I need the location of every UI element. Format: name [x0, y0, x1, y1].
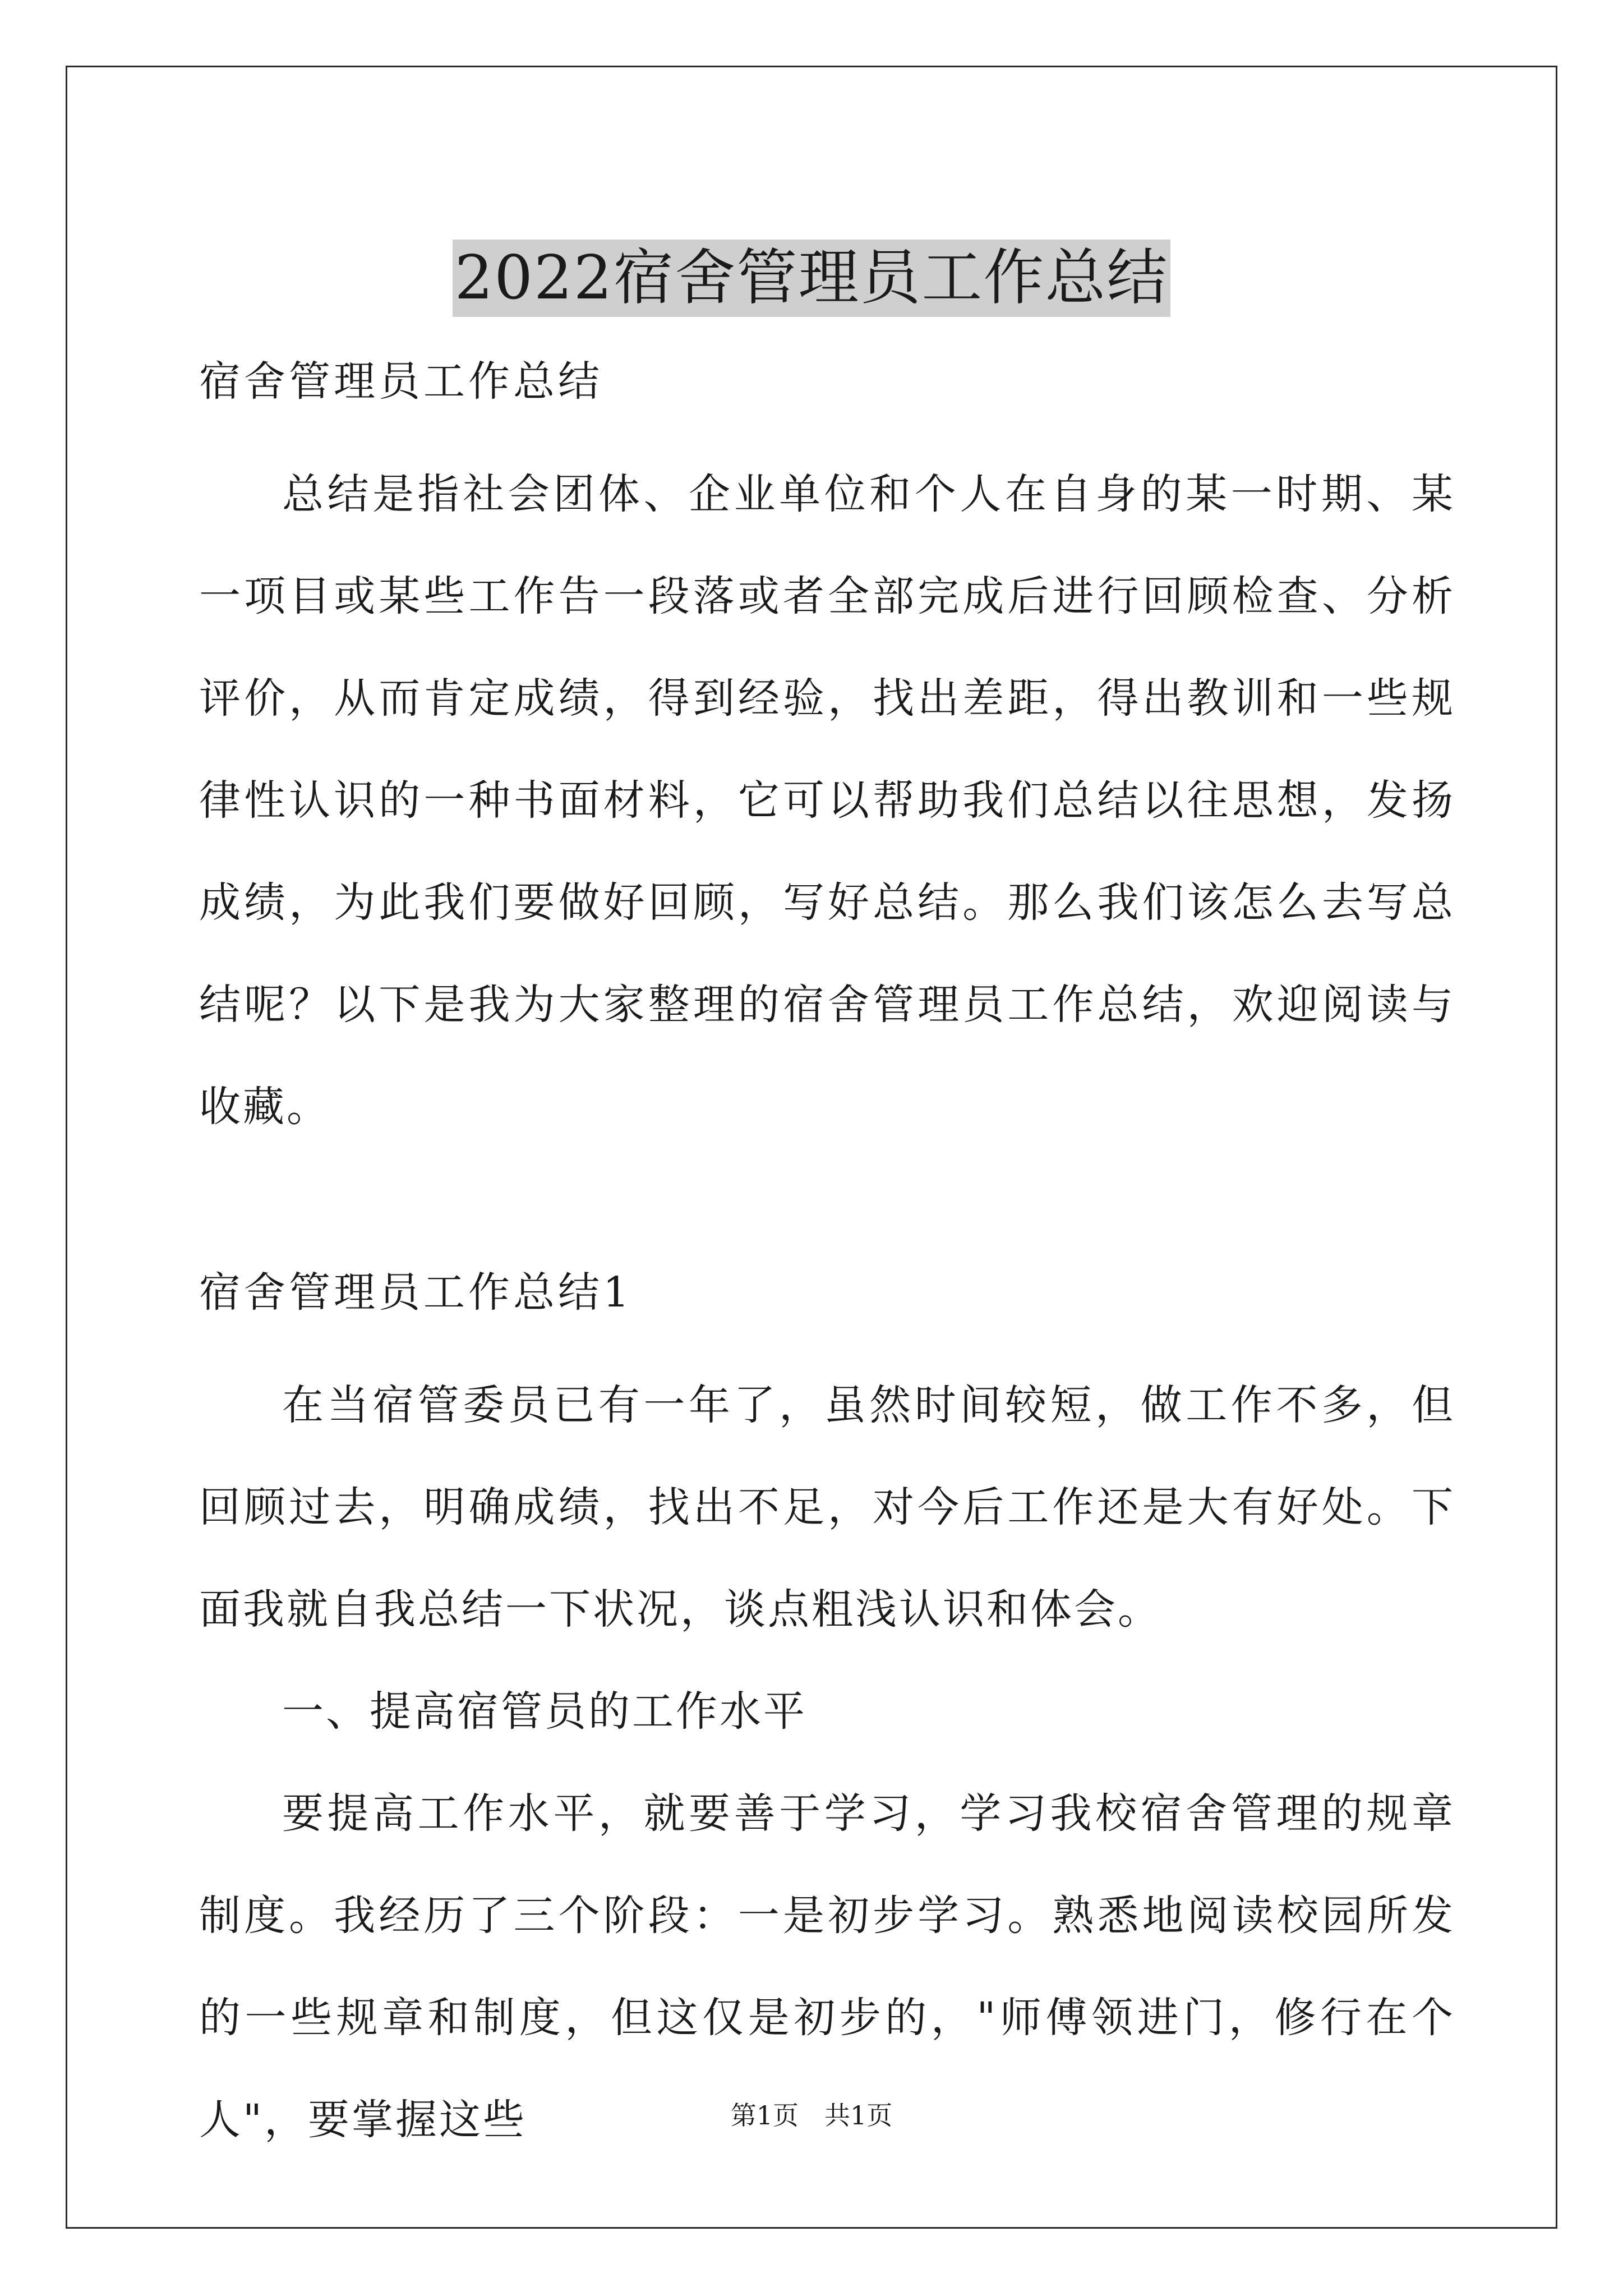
body-paragraph-1: 在当宿管委员已有一年了，虽然时间较短，做工作不多，但回顾过去，明确成绩，找出不足，对今后工作还是大有好处。下面我就自我总结一下状况，谈点粗浅认识和体会。 — [199, 1381, 1455, 1634]
document-title: 2022宿舍管理员工作总结 — [453, 240, 1171, 317]
section-heading-1: 宿舍管理员工作总结1 — [199, 1268, 633, 1317]
subtitle-heading: 宿舍管理员工作总结 — [199, 357, 603, 406]
section-subheading: 一、提高宿管员的工作水平 — [282, 1687, 807, 1736]
body-paragraph-2: 要提高工作水平，就要善于学习，学习我校宿舍管理的规章制度。我经历了三个阶段：一是初步学习。熟悉地阅读校园所发的一些规章和制度，但这仅是初步的，"师傅领进门，修行在个人"，要掌握这些 — [199, 1789, 1455, 2144]
document-body — [199, 314, 1455, 2171]
intro-paragraph: 总结是指社会团体、企业单位和个人在自身的某一时期、某一项目或某些工作告一段落或者全部完成后进行回顾检查、分析评价，从而肯定成绩，得到经验，找出差距，得出教训和一些规律性认识的一种书面材料，它可以帮助我们总结以往思想，发扬成绩，为此我们要做好回顾，写好总结。那么我们该怎么去写总结呢？以下是我为大家整理的宿舍管理员工作总结，欢迎阅读与收藏。 — [199, 470, 1455, 1131]
page-footer: 第1页 共1页 — [730, 2100, 893, 2131]
